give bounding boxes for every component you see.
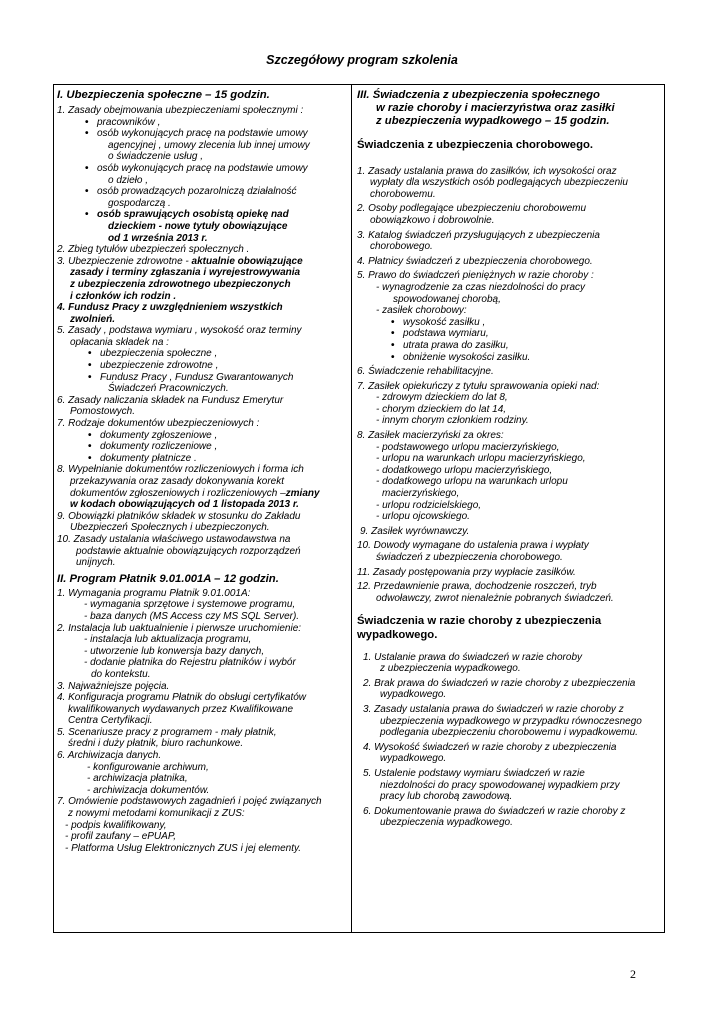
list-item: Pomostowych. <box>70 406 136 418</box>
list-item: • wysokość zasiłku , <box>357 317 660 329</box>
list-item: • dokumenty rozliczeniowe , <box>57 441 348 453</box>
list-item: 5. Zasady , podstawa wymiaru , wysokość oraz terminy <box>57 325 302 337</box>
list-item: - profil zaufany – ePUAP, <box>65 831 176 843</box>
list-item: • osób prowadzących pozarolniczą działalność <box>57 186 348 198</box>
list-item: ubezpieczenia wypadkowego w przypadku równoczesnego <box>380 715 642 727</box>
section-heading-2: II. Program Płatnik 9.01.001A – 12 godzin. <box>57 572 279 585</box>
list-item: kwalifikowanych wydawanych przez Kwalifikowane <box>68 703 294 715</box>
list-item: niezdolności do pracy spowodowanej wypadkiem przy <box>380 779 620 791</box>
column-divider <box>351 84 352 933</box>
document-title: Szczegółowy program szkolenia <box>266 53 458 67</box>
list-item: 7. Zasiłek opiekuńczy z tytułu sprawowania opieki nad: <box>357 380 600 392</box>
list-item: opłacania składek na : <box>70 336 169 348</box>
list-item: dzieckiem - nowe tytuły obowiązujące <box>108 220 288 232</box>
list-item: 7. Omówienie podstawowych zagadnień i pojęć związanych <box>57 796 322 808</box>
list-item: 1. Zasady obejmowania ubezpieczeniami społecznymi : <box>57 105 304 116</box>
list-item: - dodanie płatnika do Rejestru płatników i wybór <box>84 657 296 669</box>
list-item: świadczeń z ubezpieczenia chorobowego. <box>376 552 563 563</box>
list-item: 8. Zasiłek macierzyński za okres: <box>357 430 504 442</box>
list-item: 3. Zasady ustalania prawa do świadczeń w razie choroby z <box>363 703 624 715</box>
list-item: • Fundusz Pracy , Fundusz Gwarantowanych <box>57 372 348 384</box>
list-item: gospodarczą . <box>108 197 171 209</box>
list-item: 10. Zasady ustalania właściwego ustawodawstwa na <box>57 533 291 545</box>
list-item: dokumentów zgłoszeniowych i rozliczeniowych –zmiany <box>70 487 320 499</box>
list-item: - zdrowym dzieckiem do lat 8, <box>376 392 508 404</box>
list-item: o świadczenie usług , <box>108 151 204 163</box>
list-item: • dokumenty płatnicze . <box>57 453 348 465</box>
list-item: 6. Dokumentowanie prawa do świadczeń w razie choroby z <box>363 805 626 817</box>
list-item: zwolnień. <box>70 313 115 325</box>
list-item: 5. Scenariusze pracy z programem - mały płatnik, <box>57 726 277 738</box>
list-item: od 1 września 2013 r. <box>108 232 208 244</box>
list-item: unijnych. <box>76 557 116 569</box>
list-item: 4. Wysokość świadczeń w razie choroby z ubezpieczenia <box>363 741 617 753</box>
list-item: wypłaty dla wszystkich osób podlegających ubezpieczeniu <box>370 177 628 189</box>
list-item: - chorym dzieckiem do lat 14, <box>376 403 507 415</box>
page-number: 2 <box>630 967 636 981</box>
section-heading-3-line: z ubezpieczenia wypadkowego – 15 godzin. <box>376 115 610 127</box>
list-item: Centra Certyfikacji. <box>68 715 153 727</box>
list-item: • osób wykonujących pracę na podstawie umowy <box>57 128 348 140</box>
list-item: - dodatkowego urlopu macierzyńskiego, <box>376 464 553 476</box>
list-item: • pracowników , <box>57 117 348 129</box>
list-item: Ubezpieczeń Społecznych i ubezpieczonych. <box>70 522 270 534</box>
list-item: - wymagania sprzętowe i systemowe programu, <box>84 599 296 611</box>
list-item: - urlopu ojcowskiego. <box>376 511 470 523</box>
list-item: - podpis kwalifikowany, <box>65 819 167 831</box>
list-item: agencyjnej , umowy zlecenia lub innej umowy <box>108 139 310 151</box>
subheading-sickness: Świadczenia z ubezpieczenia chorobowego. <box>357 139 594 151</box>
list-item: 9. Obowiązki płatników składek w stosunku do Zakładu <box>57 510 301 522</box>
list-item: - urlopu na warunkach urlopu macierzyńskiego, <box>376 453 586 465</box>
list-item: w kodach obowiązujących od 1 listopada 2013 r. <box>70 499 299 511</box>
list-item: 3. Najważniejsze pojęcia. <box>57 680 170 692</box>
list-item: • obniżenie wysokości zasiłku. <box>357 352 660 364</box>
list-item: z nowymi metodami komunikacji z ZUS: <box>68 808 245 820</box>
list-item: podlegania ubezpieczeniu chorobowemu i wypadkowemu. <box>380 727 638 739</box>
list-item: 4. Konfiguracja programu Płatnik do obsługi certyfikatów <box>57 692 307 704</box>
list-item: 4. Fundusz Pracy z uwzględnieniem wszystkich <box>57 302 283 314</box>
list-item: - archiwizacja dokumentów. <box>87 784 210 796</box>
section-heading-3: III. Świadczenia z ubezpieczenia społecznego <box>357 89 600 101</box>
section-heading-1: I. Ubezpieczenia społeczne – 15 godzin. <box>57 89 270 101</box>
list-item: 4. Płatnicy świadczeń z ubezpieczenia chorobowego. <box>357 255 593 267</box>
list-item: - zasiłek chorobowy: <box>376 305 467 317</box>
list-item: o dzieło , <box>108 174 149 186</box>
list-item: - dodatkowego urlopu na warunkach urlopu <box>376 476 568 488</box>
right-column <box>357 89 660 829</box>
list-item: - wynagrodzenie za czas niezdolności do pracy <box>376 281 585 293</box>
list-item: • utrata prawa do zasiłku, <box>357 340 660 352</box>
list-item: - archiwizacja płatnika, <box>87 773 188 785</box>
list-item: - baza danych (MS Access czy MS SQL Server). <box>84 610 300 622</box>
list-item: 2. Zbieg tytułów ubezpieczeń społecznych . <box>57 244 250 256</box>
list-item: średni i duży płatnik, biuro rachunkowe. <box>68 738 244 750</box>
list-item: 9. Zasiłek wyrównawczy. <box>360 525 470 537</box>
list-item: • podstawa wymiaru, <box>357 328 660 340</box>
list-item: • osób wykonujących pracę na podstawie umowy <box>57 163 348 175</box>
list-item: 8. Wypełnianie dokumentów rozliczeniowych i forma ich <box>57 464 304 476</box>
list-item: 2. Instalacja lub uaktualnienie i pierwsze uruchomienie: <box>57 622 302 634</box>
subheading-accident-line: wypadkowego. <box>357 628 438 641</box>
list-item: - utworzenie lub konwersja bazy danych, <box>84 645 265 657</box>
list-item: i członków ich rodzin . <box>70 290 177 302</box>
list-item: 1. Ustalanie prawa do świadczeń w razie choroby <box>363 651 582 663</box>
list-item: chorobowemu. <box>370 188 436 200</box>
list-item: przekazywania oraz zasady dokonywania korekt <box>70 476 284 487</box>
list-item: 6. Świadczenie rehabilitacyjne. <box>357 366 494 378</box>
list-item: - instalacja lub aktualizacja programu, <box>84 634 252 646</box>
list-item: 7. Rodzaje dokumentów ubezpieczeniowych : <box>57 418 260 430</box>
list-item: wypadkowego. <box>380 753 447 765</box>
list-item: zasady i terminy zgłaszania i wyrejestrowywania <box>70 267 301 279</box>
list-item: - urlopu rodzicielskiego, <box>376 499 482 511</box>
list-item: ubezpieczenia wypadkowego. <box>380 817 513 829</box>
list-item: podstawie aktualnie obowiązujących rozporządzeń <box>76 545 301 557</box>
list-item: 3. Ubezpieczenie zdrowotne - aktualnie obowiązujące <box>57 255 303 267</box>
list-item: z ubezpieczenia wypadkowego. <box>380 663 521 675</box>
list-item: • osób sprawujących osobistą opiekę nad <box>57 209 348 221</box>
list-item: - innym chorym członkiem rodziny. <box>376 415 529 427</box>
list-item: • ubezpieczenie zdrowotne , <box>57 360 348 372</box>
list-item: 2. Brak prawa do świadczeń w razie choroby z ubezpieczenia <box>363 677 636 689</box>
list-item: 3. Katalog świadczeń przysługujących z ubezpieczenia <box>357 229 600 241</box>
list-item: macierzyńskiego, <box>382 488 460 500</box>
list-item: - podstawowego urlopu macierzyńskiego, <box>376 441 560 453</box>
list-item: 5. Prawo do świadczeń pieniężnych w razie choroby : <box>357 270 594 282</box>
list-item: z ubezpieczenia zdrowotnego ubezpieczonych <box>70 278 291 290</box>
list-item: 12. Przedawnienie prawa, dochodzenie roszczeń, tryb <box>357 581 597 593</box>
list-item: obowiązkowo i dobrowolnie. <box>370 214 495 226</box>
list-item: pracy lub chorobą zawodową. <box>380 791 513 803</box>
list-item: • dokumenty zgłoszeniowe , <box>57 430 348 442</box>
list-item: 6. Archiwizacja danych. <box>57 750 162 762</box>
list-item: chorobowego. <box>370 241 433 253</box>
list-item: wypadkowego. <box>380 689 447 701</box>
list-item: do kontekstu. <box>91 668 151 680</box>
list-item: odwoławczy, zwrot nienależnie pobranych świadczeń. <box>376 592 614 604</box>
list-item: 1. Wymagania programu Płatnik 9.01.001A: <box>57 587 251 599</box>
list-item: 10. Dowody wymagane do ustalenia prawa i wypłaty <box>357 540 589 552</box>
list-item: - konfigurowanie archiwum, <box>87 761 209 773</box>
list-item: 11. Zasady postępowania przy wypłacie zasiłków. <box>357 566 576 578</box>
list-item: 5. Ustalenie podstawy wymiaru świadczeń w razie <box>363 767 585 779</box>
list-item: 6. Zasady naliczania składek na Fundusz Emerytur <box>57 394 284 406</box>
list-item: • ubezpieczenia społeczne , <box>57 348 348 360</box>
list-item: - Platforma Usług Elektronicznych ZUS i jej elementy. <box>65 842 302 854</box>
list-item: 1. Zasady ustalania prawa do zasiłków, ich wysokości oraz <box>357 165 617 177</box>
left-column <box>57 89 348 854</box>
list-item: 2. Osoby podlegające ubezpieczeniu chorobowemu <box>357 203 587 215</box>
list-item: Świadczeń Pracowniczych. <box>108 383 229 395</box>
section-heading-3-line: w razie choroby i macierzyństwa oraz zasiłki <box>376 102 615 114</box>
subheading-accident: Świadczenia w razie choroby z ubezpieczenia <box>357 615 602 628</box>
list-item: spowodowanej chorobą, <box>393 293 501 305</box>
